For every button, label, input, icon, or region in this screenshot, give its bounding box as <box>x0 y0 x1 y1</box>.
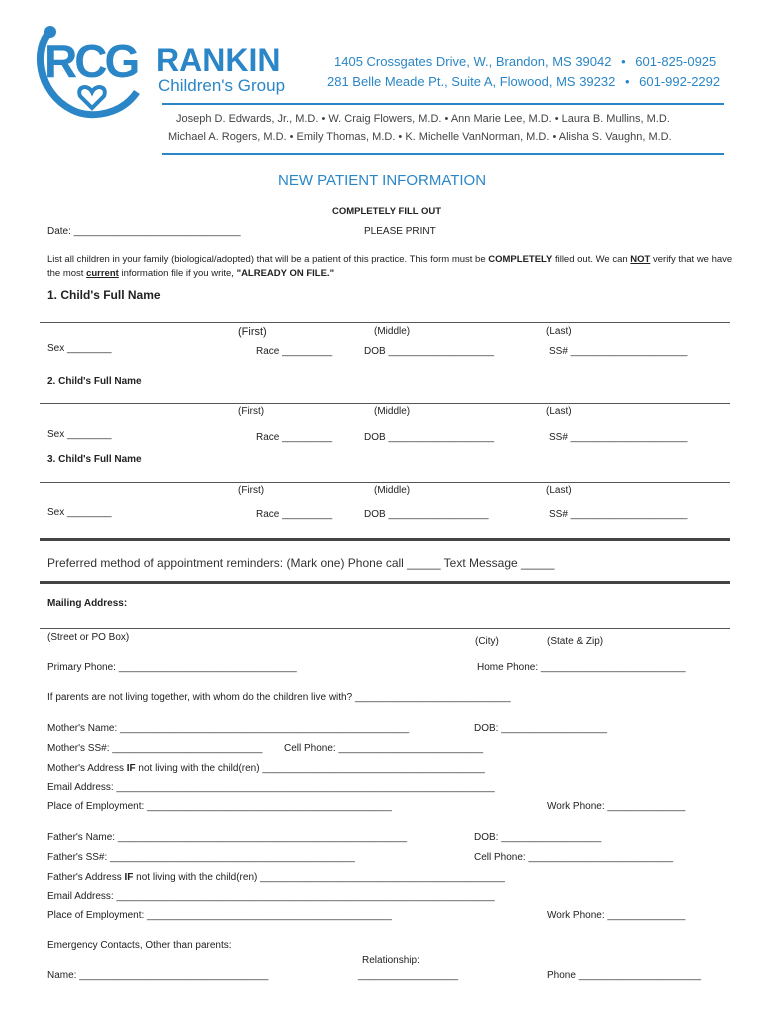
child-1-race-field[interactable]: Race _________ <box>256 346 333 357</box>
instructions-line-1: List all children in your family (biological/adopted) that will be a patient of this practice. This form must be COMPLETELY filled out. We can NOT verify that we have <box>47 254 733 265</box>
child-3-sex-field[interactable]: Sex ________ <box>47 507 112 518</box>
home-phone-field[interactable]: Home Phone: __________________________ <box>477 662 686 673</box>
child-1-heading: 1. Child's Full Name <box>47 288 161 302</box>
child-1-sex-field[interactable]: Sex ________ <box>47 343 112 354</box>
child-2-sex-field[interactable]: Sex ________ <box>47 429 112 440</box>
father-address-field[interactable]: Father's Address IF not living with the child(ren) ____________________________________________ <box>47 872 505 883</box>
father-email-field[interactable]: Email Address: ____________________________________________________________________ <box>47 891 495 902</box>
mother-employment-field[interactable]: Place of Employment: ____________________________________________ <box>47 801 392 812</box>
reminder-divider-bottom <box>40 581 730 584</box>
address-1: 1405 Crossgates Drive, W., Brandon, MS 39042 <box>334 54 612 69</box>
doctors-line-1: Joseph D. Edwards, Jr., M.D. • W. Craig Flowers, M.D. • Ann Marie Lee, M.D. • Laura B. Mullins, M.D. <box>176 113 670 125</box>
logo <box>32 22 292 127</box>
form-subtitle: COMPLETELY FILL OUT <box>332 206 442 217</box>
please-print: PLEASE PRINT <box>364 226 436 237</box>
child-1-first-label: (First) <box>238 326 267 338</box>
city-label: (City) <box>475 636 499 647</box>
child-3-dob-field[interactable]: DOB __________________ <box>364 509 489 520</box>
mailing-address-line[interactable] <box>40 628 730 629</box>
instructions-line-2: the most current information file if you write, "ALREADY ON FILE." <box>47 268 335 279</box>
child-3-ss-field[interactable]: SS# _____________________ <box>549 509 688 520</box>
emergency-phone-field[interactable]: Phone ______________________ <box>547 970 702 981</box>
father-dob-field[interactable]: DOB: __________________ <box>474 832 602 843</box>
child-2-middle-label: (Middle) <box>374 406 411 417</box>
child-2-last-label: (Last) <box>546 406 572 417</box>
header-divider-top <box>162 103 724 105</box>
state-zip-label: (State & Zip) <box>547 636 604 647</box>
primary-phone-field[interactable]: Primary Phone: ________________________________ <box>47 662 297 673</box>
child-3-first-label: (First) <box>238 485 265 496</box>
date-field[interactable]: Date: ______________________________ <box>47 226 241 237</box>
mailing-address-label: Mailing Address: <box>47 598 128 609</box>
header-divider-bottom <box>162 153 724 155</box>
child-3-name-line[interactable] <box>40 482 730 483</box>
phone-1: 601-825-0925 <box>635 54 717 69</box>
child-2-first-label: (First) <box>238 406 265 417</box>
form-title: NEW PATIENT INFORMATION <box>278 172 487 189</box>
street-label: (Street or PO Box) <box>47 632 130 643</box>
father-ss-field[interactable]: Father's SS#: ____________________________________________ <box>47 852 355 863</box>
child-2-name-line[interactable] <box>40 403 730 404</box>
child-3-race-field[interactable]: Race _________ <box>256 509 333 520</box>
child-1-dob-field[interactable]: DOB ___________________ <box>364 346 495 357</box>
child-1-name-line[interactable] <box>40 322 730 323</box>
reminder-preference[interactable]: Preferred method of appointment reminders: (Mark one) Phone call _____ Text Message _____ <box>47 556 555 570</box>
mother-address-field[interactable]: Mother's Address IF not living with the child(ren) ________________________________________ <box>47 763 485 774</box>
address-2: 281 Belle Meade Pt., Suite A, Flowood, MS 39232 <box>327 74 616 89</box>
child-1-ss-field[interactable]: SS# _____________________ <box>549 346 688 357</box>
child-2-ss-field[interactable]: SS# _____________________ <box>549 432 688 443</box>
logo-monogram: RCG <box>44 35 138 87</box>
mother-dob-field[interactable]: DOB: ___________________ <box>474 723 607 734</box>
relationship-label: Relationship: <box>362 955 420 966</box>
father-employment-field[interactable]: Place of Employment: ____________________________________________ <box>47 910 392 921</box>
address-line-2: 281 Belle Meade Pt., Suite A, Flowood, MS 39232 • 601-992-2292 <box>327 74 721 89</box>
mother-name-field[interactable]: Mother's Name: ____________________________________________________ <box>47 723 410 734</box>
child-2-race-field[interactable]: Race _________ <box>256 432 333 443</box>
child-3-last-label: (Last) <box>546 485 572 496</box>
doctors-line-2: Michael A. Rogers, M.D. • Emily Thomas, M.D. • K. Michelle VanNorman, M.D. • Alisha S. Vaughn, M.D. <box>168 131 672 143</box>
mother-work-phone-field[interactable]: Work Phone: ______________ <box>547 801 686 812</box>
child-2-heading: 2. Child's Full Name <box>47 376 142 387</box>
reminder-divider-top <box>40 538 730 541</box>
father-name-field[interactable]: Father's Name: ____________________________________________________ <box>47 832 408 843</box>
father-work-phone-field[interactable]: Work Phone: ______________ <box>547 910 686 921</box>
logo-name: RANKIN <box>156 42 281 78</box>
child-3-middle-label: (Middle) <box>374 485 411 496</box>
relationship-field[interactable]: __________________ <box>358 970 459 981</box>
mother-email-field[interactable]: Email Address: ____________________________________________________________________ <box>47 782 495 793</box>
emergency-name-field[interactable]: Name: __________________________________ <box>47 970 269 981</box>
emergency-contacts-label: Emergency Contacts, Other than parents: <box>47 940 232 951</box>
address-line-1: 1405 Crossgates Drive, W., Brandon, MS 39042 • 601-825-0925 <box>334 54 717 69</box>
child-1-last-label: (Last) <box>546 326 572 337</box>
phone-2: 601-992-2292 <box>639 74 721 89</box>
child-3-heading: 3. Child's Full Name <box>47 454 142 465</box>
logo-subtitle: Children's Group <box>158 76 286 95</box>
mother-cell-field[interactable]: Cell Phone: __________________________ <box>284 743 484 754</box>
child-2-dob-field[interactable]: DOB ___________________ <box>364 432 495 443</box>
parents-question[interactable]: If parents are not living together, with whom do the children live with? ____________________________ <box>47 692 511 703</box>
father-cell-field[interactable]: Cell Phone: __________________________ <box>474 852 674 863</box>
mother-ss-field[interactable]: Mother's SS#: ___________________________ <box>47 743 263 754</box>
child-1-middle-label: (Middle) <box>374 326 411 337</box>
